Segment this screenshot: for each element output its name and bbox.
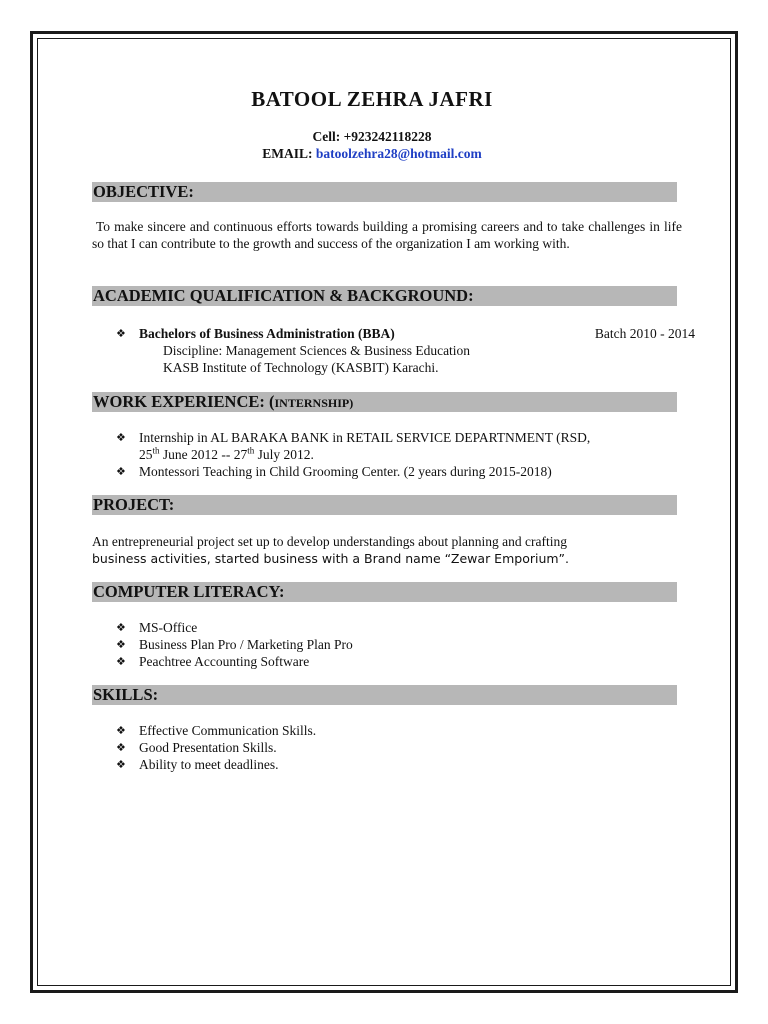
computer-item: Peachtree Accounting Software xyxy=(139,654,310,669)
skills-list xyxy=(116,722,682,773)
ordinal-suffix: th xyxy=(247,445,255,456)
computer-list xyxy=(116,619,682,670)
work-heading-main: WORK EXPERIENCE: ( xyxy=(93,392,275,411)
diamond-bullet-icon: ❖ xyxy=(116,465,126,478)
list-item xyxy=(116,739,682,756)
diamond-bullet-icon: ❖ xyxy=(116,621,126,634)
diamond-bullet-icon: ❖ xyxy=(116,655,126,668)
list-item xyxy=(116,429,682,463)
work-item-1-day1: 25 xyxy=(139,447,153,462)
degree-title: Bachelors of Business Administration (BBA) xyxy=(139,326,395,341)
contact-cell xyxy=(92,129,652,145)
work-item-1-end: July 2012. xyxy=(254,447,314,462)
academic-list xyxy=(116,325,695,342)
work-item-1-mid: June 2012 -- 27 xyxy=(159,447,248,462)
work-list xyxy=(116,429,682,480)
diamond-bullet-icon: ❖ xyxy=(116,741,126,754)
ordinal-suffix: th xyxy=(152,445,160,456)
list-item xyxy=(116,619,682,636)
diamond-bullet-icon: ❖ xyxy=(116,431,126,444)
cell-value: +923242118228 xyxy=(343,129,432,144)
section-heading-skills: SKILLS: xyxy=(92,685,677,705)
cell-label: Cell: xyxy=(312,129,341,144)
batch-years: Batch 2010 - 2014 xyxy=(594,326,695,341)
diamond-bullet-icon: ❖ xyxy=(116,638,126,651)
project-line-1: An entrepreneurial project set up to develop understandings about planning and crafting xyxy=(92,534,567,549)
skill-item: Effective Communication Skills. xyxy=(139,723,317,738)
computer-item: Business Plan Pro / Marketing Plan Pro xyxy=(139,637,353,652)
email-link[interactable]: batoolzehra28@hotmail.com xyxy=(315,146,482,161)
diamond-bullet-icon: ❖ xyxy=(116,758,126,771)
section-heading-computer: COMPUTER LITERACY: xyxy=(92,582,677,602)
section-heading-project: PROJECT: xyxy=(92,495,677,515)
skill-item: Ability to meet deadlines. xyxy=(139,757,279,772)
objective-text: To make sincere and continuous efforts towards building a promising careers and to take challenges in life so that I can contribute to the growth and success of the organization I am working with. xyxy=(92,219,682,251)
contact-email xyxy=(92,146,652,162)
work-item-2: Montessori Teaching in Child Grooming Center. (2 years during 2015-2018) xyxy=(139,464,552,479)
section-heading-academic: ACADEMIC QUALIFICATION & BACKGROUND: xyxy=(92,286,677,306)
diamond-bullet-icon: ❖ xyxy=(116,724,126,737)
discipline-line: Discipline: Management Sciences & Business Education xyxy=(163,343,471,358)
list-item xyxy=(116,653,682,670)
work-item-1-line1: Internship in AL BARAKA BANK in RETAIL SERVICE DEPARTNMENT (RSD, xyxy=(139,430,591,445)
list-item xyxy=(116,722,682,739)
project-line-2: business activities, started business with a Brand name “Zewar Emporium”. xyxy=(92,551,569,566)
work-heading-small: INTERNSHIP) xyxy=(274,396,354,410)
institute-line: KASB Institute of Technology (KASBIT) Karachi. xyxy=(163,360,439,375)
section-heading-objective: OBJECTIVE: xyxy=(92,182,677,202)
computer-item: MS-Office xyxy=(139,620,198,635)
section-heading-work xyxy=(92,392,677,412)
skill-item: Good Presentation Skills. xyxy=(139,740,277,755)
list-item xyxy=(116,325,695,342)
list-item xyxy=(116,463,682,480)
email-label: EMAIL: xyxy=(262,146,313,161)
diamond-bullet-icon: ❖ xyxy=(116,327,126,340)
list-item xyxy=(116,636,682,653)
list-item xyxy=(116,756,682,773)
candidate-name: BATOOL ZEHRA JAFRI xyxy=(251,87,493,111)
